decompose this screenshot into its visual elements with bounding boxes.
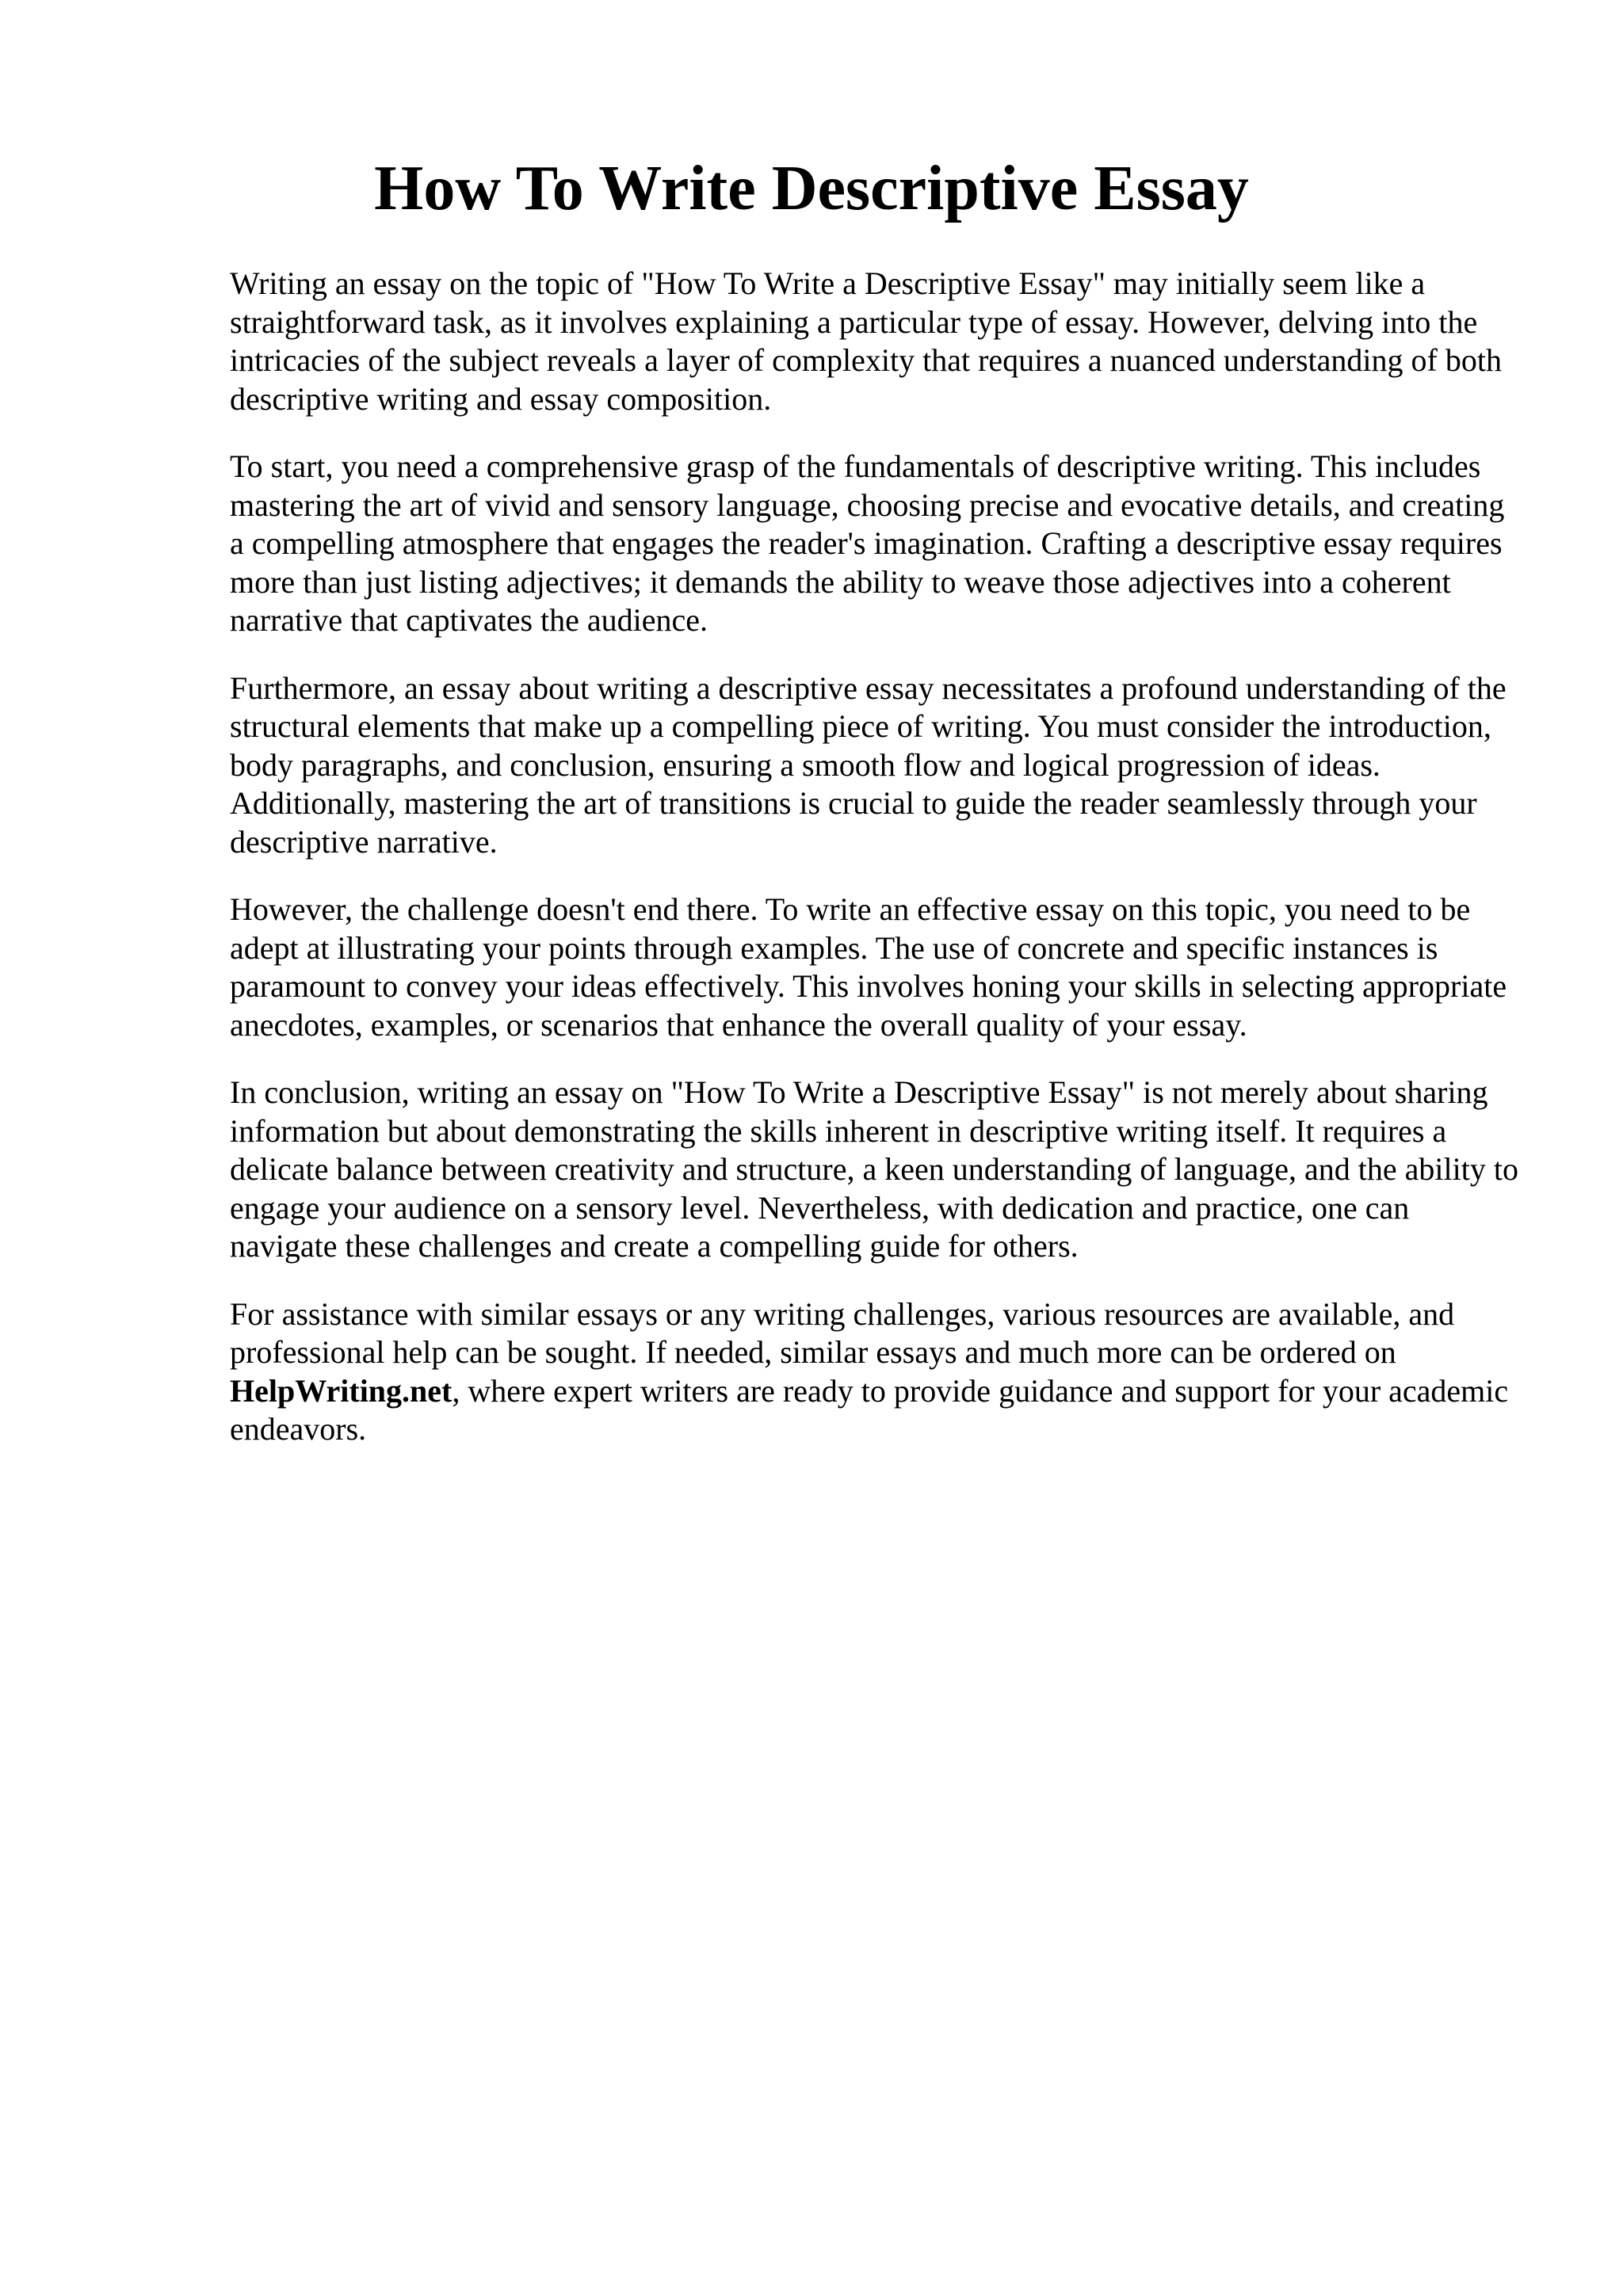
paragraph-intro: Writing an essay on the topic of "How To Write a Descriptive Essay" may initially seem like a straightforward task, as it involves explaining a particular type of essay. However, delving into the intricacies of the subject reveals a layer of complexity that requires a nuanced understanding of both descriptive writing and essay composition. (230, 265, 1502, 417)
paragraph-closing (230, 1295, 1522, 1449)
paragraph-structure: Furthermore, an essay about writing a descriptive essay necessitates a profound understanding of the structural elements that make up a compelling piece of writing. You must consider the introduction, body paragraphs, and conclusion, ensuring a smooth flow and logical progression of ideas. Additionally, mastering the art of transitions is crucial to guide the reader seamlessly through your descriptive narrative. (230, 669, 1507, 860)
document-body (230, 265, 1522, 1478)
document-title: How To Write Descriptive Essay (374, 154, 1249, 223)
closing-text-after: , where expert writers are ready to provide guidance and support for your academic endeavors. (230, 1372, 1509, 1447)
paragraph-examples: However, the challenge doesn't end there. To write an effective essay on this topic, you need to be adept at illustrating your points through examples. The use of concrete and specific instances is paramount to convey your ideas effectively. This involves honing your skills in selecting appropriate anecdotes, examples, or scenarios that enhance the overall quality of your essay. (230, 891, 1507, 1043)
paragraph-fundamentals: To start, you need a comprehensive grasp of the fundamentals of descriptive writing. This includes mastering the art of vivid and sensory language, choosing precise and evocative details, and creating a compelling atmosphere that engages the reader's imagination. Crafting a descriptive essay requires more than just listing adjectives; it demands the ability to weave those adjectives into a coherent narrative that captivates the audience. (230, 448, 1505, 638)
paragraph-conclusion: In conclusion, writing an essay on "How To Write a Descriptive Essay" is not merely about sharing information but about demonstrating the skills inherent in descriptive writing itself. It requires a delicate balance between creativity and structure, a keen understanding of language, and the ability to engage your audience on a sensory level. Nevertheless, with dedication and practice, one can navigate these challenges and create a compelling guide for others. (230, 1074, 1518, 1264)
brand-name: HelpWriting.net (230, 1372, 453, 1409)
closing-text-before: For assistance with similar essays or any writing challenges, various resources are available, and professional help can be sought. If needed, similar essays and much more can be ordered on (230, 1295, 1455, 1370)
